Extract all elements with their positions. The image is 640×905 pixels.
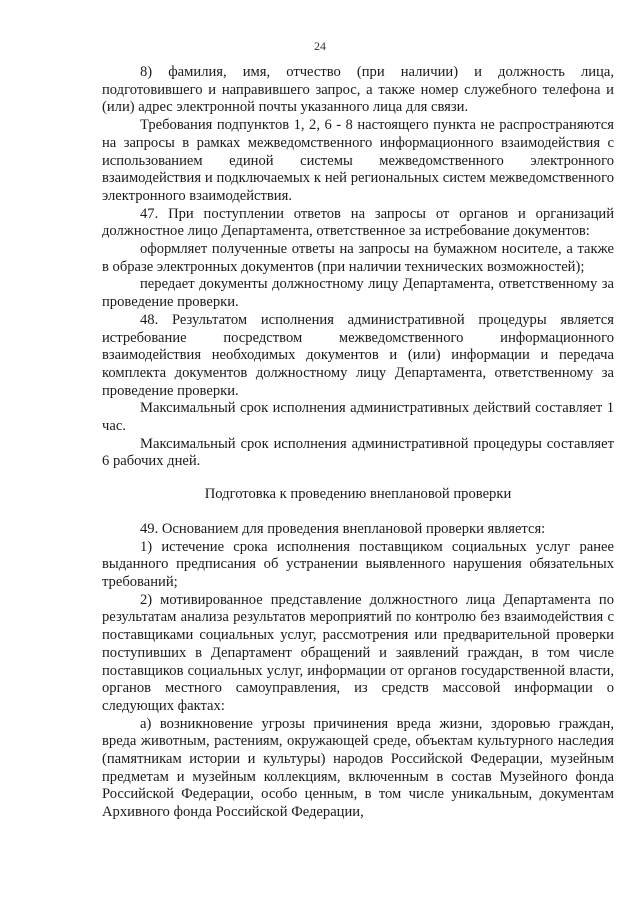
paragraph: 1) истечение срока исполнения поставщиком социальных услуг ранее выданного предписания об устранении выявленного нарушения обязательных требований; xyxy=(102,538,614,590)
paragraph: а) возникновение угрозы причинения вреда жизни, здоровью граждан, вреда животным, растениям, окружающей среде, объектам культурного наследия (памятникам истории и культуры) народов Российской Федерации, музейным предметам и музейным коллекциям, включенным в состав Музейного фонда Российской Федерации, особо ценным, в том числе уникальным, документам Архивного фонда Российской Федерации, xyxy=(102,715,614,821)
paragraph: 8) фамилия, имя, отчество (при наличии) и должность лица, подготовившего и направившего запрос, а также номер служебного телефона и (или) адрес электронной почты указанного лица для связи. xyxy=(102,64,614,116)
paragraph: Требования подпунктов 1, 2, 6 - 8 настоящего пункта не распространяются на запросы в рамках межведомственного информационного взаимодействия с использованием единой системы межведомственного электронного взаимодействия и подключаемых к ней региональных систем межведомственного электронного взаимодействия. xyxy=(102,117,614,204)
paragraph: передает документы должностному лицу Департамента, ответственному за проведение проверки. xyxy=(102,276,614,311)
page-number: 24 xyxy=(314,39,326,53)
paragraph: 49. Основанием для проведения внеплановой проверки является: xyxy=(140,520,546,537)
paragraph: 48. Результатом исполнения административной процедуры является истребование посредством межведомственного информационного взаимодействия необходимых документов и (или) информации и передача комплекта документов должностному лицу Департамента, ответственному за проведение проверки. xyxy=(102,311,614,399)
paragraph: 2) мотивированное представление должностного лица Департамента по результатам анализа результатов мероприятий по контролю без взаимодействия с поставщиками социальных услуг, рассмотрения или предварительной проверки поступивших в Департамент обращений и заявлений граждан, в том числе поставщиков социальных услуг, информации от органов государственной власти, органов местного самоуправления, из средств массовой информации о следующих фактах: xyxy=(102,591,614,714)
section-heading: Подготовка к проведению внеплановой проверки xyxy=(204,486,512,503)
paragraph: Максимальный срок исполнения административных действий составляет 1 час. xyxy=(102,400,614,435)
paragraph: Максимальный срок исполнения административной процедуры составляет 6 рабочих дней. xyxy=(102,435,614,470)
document-body xyxy=(102,64,614,822)
paragraph: оформляет полученные ответы на запросы на бумажном носителе, а также в образе электронных документов (при наличии технических возможностей); xyxy=(102,241,614,275)
paragraph: 47. При поступлении ответов на запросы от органов и организаций должностное лицо Департамента, ответственное за истребование документов: xyxy=(102,205,614,240)
